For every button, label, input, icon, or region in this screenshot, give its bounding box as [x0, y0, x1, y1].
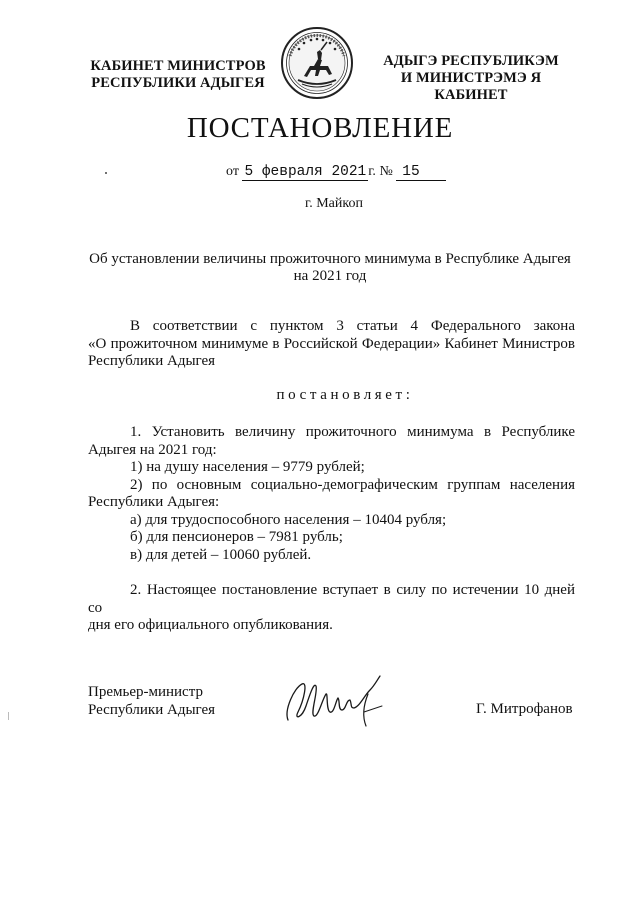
signatory-name: Г. Митрофанов — [476, 701, 573, 717]
intro-paragraph — [88, 318, 575, 371]
position-line2: Республики Адыгея — [88, 701, 216, 718]
subject-line1: Об установлении величины прожиточного минимума в Республике Адыгея — [89, 251, 571, 267]
subject-line2: на 2021 год — [293, 268, 367, 284]
document-date: 5 февраля 2021 — [244, 164, 367, 180]
item1-sub1: 1) на душу населения – 9779 рублей; — [130, 459, 365, 475]
date-suffix: г. — [368, 164, 376, 179]
item1-sub2-line1: 2) по основным социально-демографическим группам населения — [130, 476, 575, 493]
item1-line2: Адыгея на 2021 год: — [88, 441, 217, 458]
scan-speck — [105, 172, 107, 174]
header-left-line1: КАБИНЕТ МИНИСТРОВ — [90, 58, 266, 74]
document-title: ПОСТАНОВЛЕНИЕ — [186, 112, 454, 144]
document-number: 15 — [396, 164, 446, 181]
item1-sub2-a: а) для трудоспособного населения – 10404 рубля; — [130, 511, 447, 528]
handwritten-signature — [280, 670, 400, 732]
item2-line1: 2. Настоящее постановление вступает в силу по истечении 10 дней со — [88, 582, 575, 616]
intro-line3: Республики Адыгея — [88, 353, 216, 369]
intro-line1: В соответствии с пунктом 3 статьи 4 Федерального закона — [130, 318, 575, 334]
item1-sub2-c: в) для детей – 10060 рублей. — [130, 546, 312, 563]
item1-paragraph — [88, 424, 575, 564]
date-prefix: от — [226, 164, 239, 179]
decree-word: постановляет: — [276, 387, 414, 403]
document-city: г. Майкоп — [305, 196, 363, 211]
header-left — [88, 58, 268, 92]
document-subject — [70, 251, 590, 285]
header-right — [364, 53, 578, 104]
item1-line1: 1. Установить величину прожиточного минимума в Республике — [130, 424, 575, 440]
intro-line2: «О прожиточном минимуме в Российской Федерации» Кабинет Министров — [88, 335, 575, 352]
signatory-position — [88, 684, 215, 719]
coat-of-arms-icon — [280, 26, 354, 100]
scan-edge-mark — [8, 712, 9, 720]
item2-paragraph — [88, 582, 575, 635]
item1-sub2-line2: Республики Адыгея: — [88, 494, 220, 510]
header-left-line2: РЕСПУБЛИКИ АДЫГЕЯ — [91, 75, 265, 91]
header-right-line2: И МИНИСТРЭМЭ Я КАБИНЕТ — [400, 70, 542, 103]
item1-sub2-b: б) для пенсионеров – 7981 рубль; — [130, 529, 343, 545]
position-line1: Премьер-министр — [88, 684, 203, 700]
date-line — [226, 164, 446, 181]
item2-line2: дня его официального опубликования. — [88, 617, 333, 633]
number-prefix: № — [379, 164, 393, 179]
header-right-line1: АДЫГЭ РЕСПУБЛИКЭМ — [383, 53, 559, 69]
